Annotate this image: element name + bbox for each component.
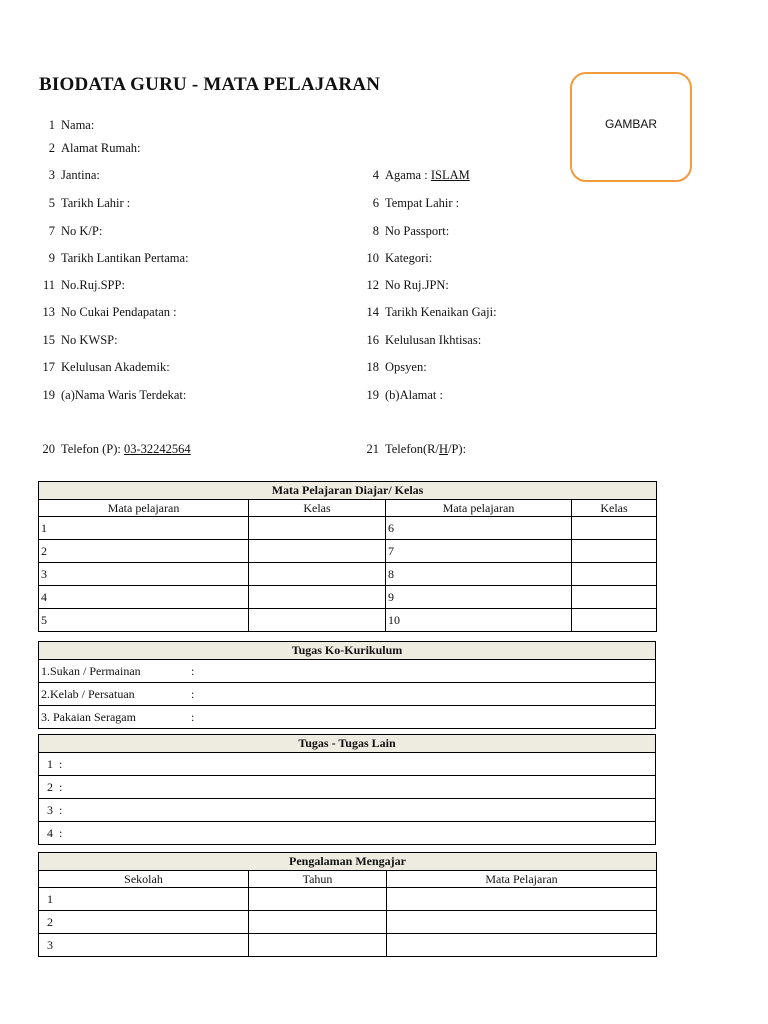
agama-value: ISLAM bbox=[430, 168, 470, 182]
telefon-p-value: 03-32242564 bbox=[124, 442, 191, 456]
table-row bbox=[39, 799, 656, 822]
subject-cell[interactable]: 2 bbox=[39, 540, 249, 563]
class-cell[interactable] bbox=[572, 609, 657, 632]
field-nama[interactable]: 1 Nama: bbox=[48, 118, 95, 132]
table-row bbox=[39, 660, 656, 683]
duty-item[interactable]: 3 : bbox=[39, 799, 656, 822]
other-duties-table bbox=[38, 734, 656, 845]
class-cell[interactable] bbox=[572, 586, 657, 609]
subject-cell[interactable] bbox=[387, 934, 657, 957]
col-mata-pelajaran: Mata pelajaran bbox=[386, 500, 572, 517]
field-tarikh-kenaikan-gaji[interactable]: 14 Tarikh Kenaikan Gaji: bbox=[366, 305, 497, 319]
field-no-kp[interactable]: 7 No K/P: bbox=[48, 224, 103, 238]
table-row bbox=[39, 540, 657, 563]
field-tarikh-lantikan[interactable]: 9 Tarikh Lantikan Pertama: bbox=[48, 251, 189, 265]
duty-item[interactable]: 1 : bbox=[39, 753, 656, 776]
col-mata-pelajaran: Mata Pelajaran bbox=[387, 871, 657, 888]
class-cell[interactable] bbox=[572, 517, 657, 540]
class-cell[interactable] bbox=[572, 540, 657, 563]
field-kelulusan-ikhtisas[interactable]: 16 Kelulusan Ikhtisas: bbox=[366, 333, 482, 347]
subject-cell[interactable] bbox=[387, 911, 657, 934]
table-row bbox=[39, 683, 656, 706]
table-row bbox=[39, 934, 657, 957]
table-row bbox=[39, 706, 656, 729]
school-cell[interactable]: 3 bbox=[39, 934, 249, 957]
subject-cell[interactable]: 7 bbox=[386, 540, 572, 563]
subject-cell[interactable]: 9 bbox=[386, 586, 572, 609]
subjects-table-title: Mata Pelajaran Diajar/ Kelas bbox=[39, 482, 657, 500]
photo-label: GAMBAR bbox=[604, 117, 657, 131]
table-row bbox=[39, 563, 657, 586]
class-cell[interactable] bbox=[249, 517, 386, 540]
table-row bbox=[39, 586, 657, 609]
table-row bbox=[39, 609, 657, 632]
subject-cell[interactable]: 1 bbox=[39, 517, 249, 540]
field-kategori[interactable]: 10 Kategori: bbox=[366, 251, 433, 265]
cocurriculum-table bbox=[38, 641, 656, 729]
subject-cell[interactable]: 3 bbox=[39, 563, 249, 586]
subject-cell[interactable]: 5 bbox=[39, 609, 249, 632]
year-cell[interactable] bbox=[249, 888, 387, 911]
col-kelas: Kelas bbox=[572, 500, 657, 517]
subject-cell[interactable]: 10 bbox=[386, 609, 572, 632]
school-cell[interactable]: 1 bbox=[39, 888, 249, 911]
col-tahun: Tahun bbox=[249, 871, 387, 888]
field-no-kwsp[interactable]: 15 No KWSP: bbox=[42, 333, 118, 347]
col-sekolah: Sekolah bbox=[39, 871, 249, 888]
col-mata-pelajaran: Mata pelajaran bbox=[39, 500, 249, 517]
year-cell[interactable] bbox=[249, 934, 387, 957]
subject-cell[interactable]: 6 bbox=[386, 517, 572, 540]
school-cell[interactable]: 2 bbox=[39, 911, 249, 934]
class-cell[interactable] bbox=[249, 540, 386, 563]
class-cell[interactable] bbox=[249, 586, 386, 609]
subjects-table bbox=[38, 481, 657, 632]
experience-table bbox=[38, 852, 657, 957]
subject-cell[interactable] bbox=[387, 888, 657, 911]
cocurriculum-item[interactable]: 1.Sukan / Permainan : bbox=[39, 660, 656, 683]
photo-placeholder[interactable] bbox=[570, 72, 692, 182]
field-no-ruj-jpn[interactable]: 12 No Ruj.JPN: bbox=[366, 278, 449, 292]
table-row bbox=[39, 822, 656, 845]
field-no-ruj-spp[interactable]: 11 No.Ruj.SPP: bbox=[42, 278, 125, 292]
cocurriculum-item[interactable]: 2.Kelab / Persatuan : bbox=[39, 683, 656, 706]
table-row bbox=[39, 517, 657, 540]
table-row bbox=[39, 776, 656, 799]
cocurriculum-title: Tugas Ko-Kurikulum bbox=[39, 642, 656, 660]
field-no-passport[interactable]: 8 No Passport: bbox=[372, 224, 450, 238]
class-cell[interactable] bbox=[572, 563, 657, 586]
col-kelas: Kelas bbox=[249, 500, 386, 517]
field-agama[interactable]: 4 Agama : ISLAM bbox=[372, 168, 470, 182]
subject-cell[interactable]: 8 bbox=[386, 563, 572, 586]
class-cell[interactable] bbox=[249, 609, 386, 632]
cocurriculum-item[interactable]: 3. Pakaian Seragam : bbox=[39, 706, 656, 729]
subject-cell[interactable]: 4 bbox=[39, 586, 249, 609]
field-telefon-rhp[interactable]: 21 Telefon(R/H/P): bbox=[366, 442, 467, 456]
page-title: BIODATA GURU - MATA PELAJARAN bbox=[39, 74, 381, 95]
field-alamat-rumah[interactable]: 2 Alamat Rumah: bbox=[48, 141, 141, 155]
field-telefon-p[interactable]: 20 Telefon (P): 03-32242564 bbox=[42, 442, 191, 456]
field-no-cukai[interactable]: 13 No Cukai Pendapatan : bbox=[42, 305, 177, 319]
year-cell[interactable] bbox=[249, 911, 387, 934]
duty-item[interactable]: 4 : bbox=[39, 822, 656, 845]
field-opsyen[interactable]: 18 Opsyen: bbox=[366, 360, 427, 374]
field-tempat-lahir[interactable]: 6 Tempat Lahir : bbox=[372, 196, 460, 210]
class-cell[interactable] bbox=[249, 563, 386, 586]
experience-title: Pengalaman Mengajar bbox=[39, 853, 657, 871]
other-duties-title: Tugas - Tugas Lain bbox=[39, 735, 656, 753]
table-row bbox=[39, 888, 657, 911]
field-tarikh-lahir[interactable]: 5 Tarikh Lahir : bbox=[48, 196, 131, 210]
field-alamat-waris[interactable]: 19 (b)Alamat : bbox=[366, 388, 443, 402]
duty-item[interactable]: 2 : bbox=[39, 776, 656, 799]
table-row bbox=[39, 753, 656, 776]
table-row bbox=[39, 911, 657, 934]
field-kelulusan-akademik[interactable]: 17 Kelulusan Akademik: bbox=[42, 360, 170, 374]
field-nama-waris[interactable]: 19 (a)Nama Waris Terdekat: bbox=[42, 388, 187, 402]
field-jantina[interactable]: 3 Jantina: bbox=[48, 168, 100, 182]
